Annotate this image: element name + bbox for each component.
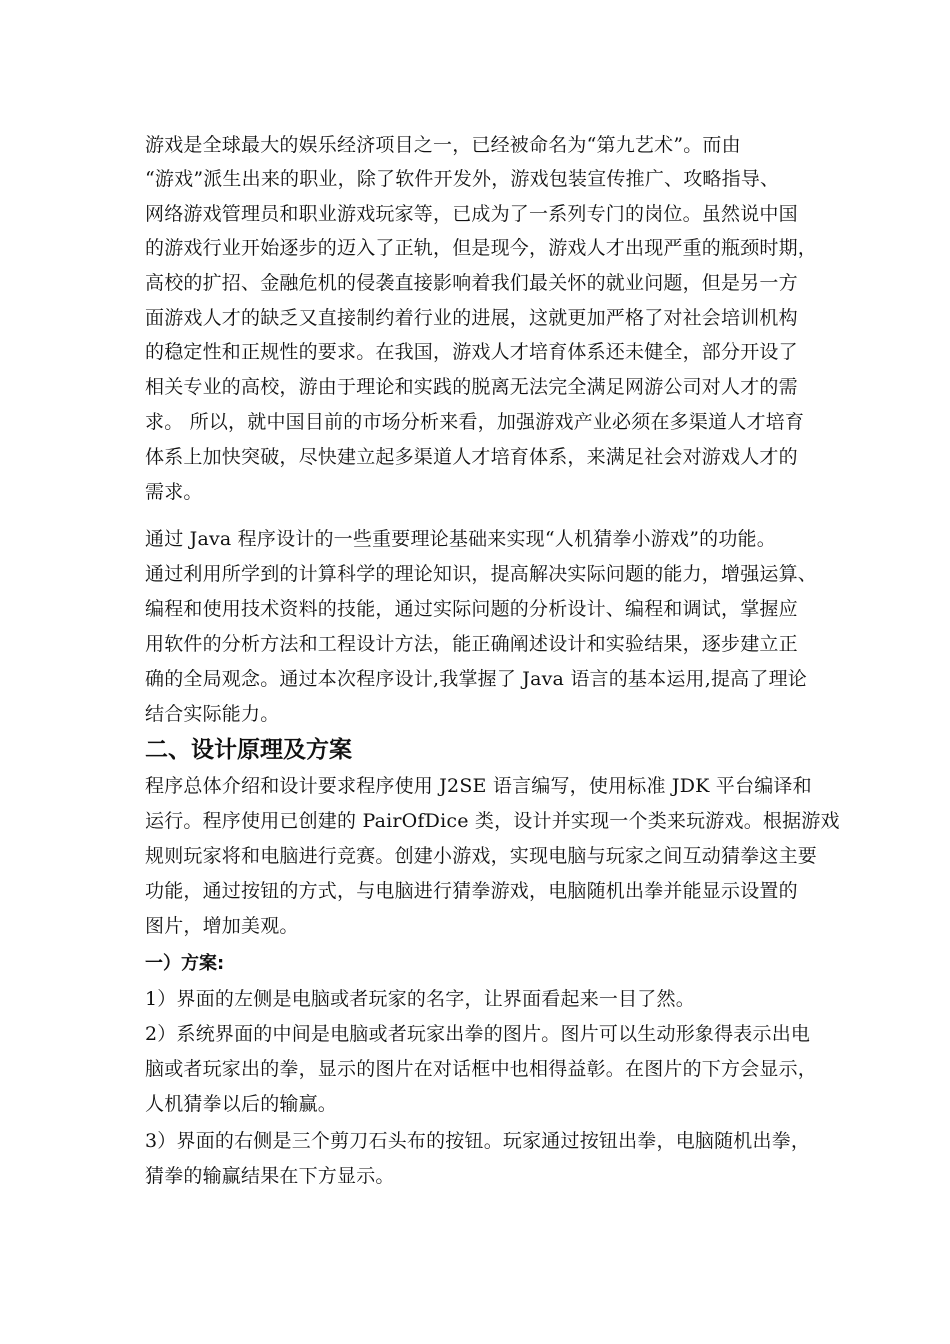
plan-item-line: 脑或者玩家出的拳，显示的图片在对话框中也相得益彰。在图片的下方会显示， — [145, 1058, 818, 1080]
paragraph-2-line: 用软件的分析方法和工程设计方法，能正确阐述设计和实验结果，逐步建立正 — [145, 633, 798, 655]
paragraph-1-line: 网络游戏管理员和职业游戏玩家等，已成为了一系列专门的岗位。虽然说中国 — [145, 203, 798, 225]
paragraph-2-line: 结合实际能力。 — [145, 703, 280, 725]
paragraph-2-line: 通过利用所学到的计算科学的理论知识，提高解决实际问题的能力，增强运算、 — [145, 563, 818, 585]
paragraph-1-line: 面游戏人才的缺乏又直接制约着行业的进展，这就更加严格了对社会培训机构 — [145, 307, 798, 329]
paragraph-1-line: 求。 所以，就中国目前的市场分析来看，加强游戏产业必须在多渠道人才培育 — [145, 411, 805, 433]
paragraph-1-line: 的游戏行业开始逐步的迈入了正轨，但是现今，游戏人才出现严重的瓶颈时期， — [145, 237, 818, 259]
section-heading: 二、设计原理及方案 — [145, 737, 352, 763]
section-intro-line: 图片，增加美观。 — [145, 915, 299, 937]
paragraph-1-line: “游戏”派生出来的职业，除了软件开发外，游戏包装宣传推广、攻略指导、 — [145, 168, 780, 190]
paragraph-1-line: 高校的扩招、金融危机的侵袭直接影响着我们最关怀的就业问题，但是另一方 — [145, 272, 798, 294]
paragraph-1-line: 相关专业的高校，游由于理论和实践的脱离无法完全满足网游公司对人才的需 — [145, 376, 798, 398]
plan-item-line: 3）界面的右侧是三个剪刀石头布的按钮。玩家通过按钮出拳，电脑随机出拳， — [145, 1130, 811, 1152]
section-intro-line: 运行。程序使用已创建的 PairOfDice 类，设计并实现一个类来玩游戏。根据游戏 — [145, 810, 840, 832]
section-intro-line: 规则玩家将和电脑进行竞赛。创建小游戏，实现电脑与玩家之间互动猜拳这主要 — [145, 845, 818, 867]
plan-item-line: 猜拳的输赢结果在下方显示。 — [145, 1165, 395, 1187]
paragraph-1-line: 需求。 — [145, 481, 203, 503]
paragraph-2-line: 确的全局观念。通过本次程序设计,我掌握了 Java 语言的基本运用,提高了理论 — [145, 668, 807, 690]
paragraph-1-line: 的稳定性和正规性的要求。在我国，游戏人才培育体系还未健全，部分开设了 — [145, 341, 798, 363]
subsection-heading: 一）方案: — [145, 953, 225, 974]
plan-item-line: 1）界面的左侧是电脑或者玩家的名字，让界面看起来一目了然。 — [145, 988, 695, 1010]
plan-item-line: 2）系统界面的中间是电脑或者玩家出拳的图片。图片可以生动形象得表示出电 — [145, 1023, 811, 1045]
paragraph-2-line: 编程和使用技术资料的技能，通过实际问题的分析设计、编程和调试，掌握应 — [145, 598, 798, 620]
section-intro-line: 程序总体介绍和设计要求程序使用 J2SE 语言编写，使用标准 JDK 平台编译和 — [145, 775, 812, 797]
paragraph-1-line: 游戏是全球最大的娱乐经济项目之一，已经被命名为“第九艺术”。而由 — [145, 134, 741, 156]
paragraph-2-line: 通过 Java 程序设计的一些重要理论基础来实现“人机猜拳小游戏”的功能。 — [145, 528, 776, 550]
paragraph-1-line: 体系上加快突破，尽快建立起多渠道人才培育体系，来满足社会对游戏人才的 — [145, 446, 798, 468]
plan-item-line: 人机猜拳以后的输赢。 — [145, 1093, 338, 1115]
section-intro-line: 功能，通过按钮的方式，与电脑进行猜拳游戏，电脑随机出拳并能显示设置的 — [145, 880, 798, 902]
